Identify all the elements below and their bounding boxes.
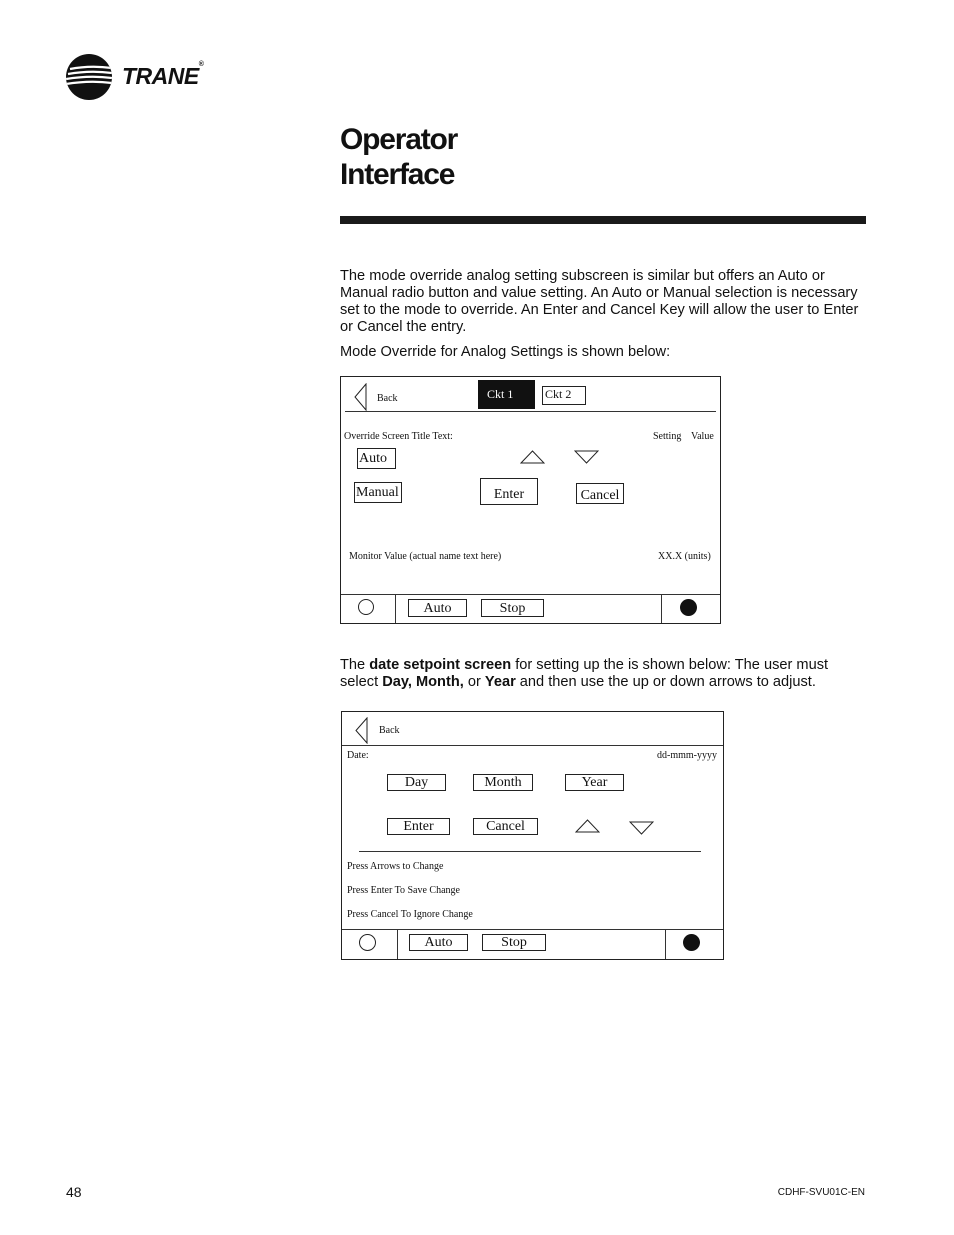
back-arrow-icon[interactable] [355,717,369,744]
year-button[interactable]: Year [565,774,624,791]
footer-stop-button[interactable]: Stop [481,599,544,617]
footer-separator-left [397,929,398,959]
mode-override-screen [340,376,721,624]
page-title-line2: Interface [340,158,455,191]
override-title-label: Override Screen Title Text: [344,431,453,442]
cancel-button[interactable]: Cancel [576,483,624,504]
up-arrow-icon[interactable] [575,819,600,833]
monitor-label: Monitor Value (actual name text here) [349,551,502,562]
auto-radio[interactable]: Auto [357,448,396,469]
page-number: 48 [66,1184,82,1200]
down-arrow-icon[interactable] [629,821,654,835]
status-circle-filled-icon [680,599,697,616]
footer-separator-right [661,594,662,623]
manual-radio[interactable]: Manual [354,482,402,503]
footer-separator-right [665,929,666,959]
setting-label: Setting [653,431,682,442]
date-label: Date: [347,750,369,761]
help-line-arrows: Press Arrows to Change [347,861,444,872]
footer-stop-button[interactable]: Stop [482,934,546,951]
tab-ckt-1[interactable]: Ckt 1 [478,380,535,409]
trane-logo-icon [66,54,112,100]
tab-ckt-2[interactable]: Ckt 2 [542,386,586,405]
header-divider [342,745,723,746]
cancel-button[interactable]: Cancel [473,818,538,835]
monitor-value: XX.X (units) [658,551,711,562]
back-label[interactable]: Back [379,725,400,736]
back-arrow-icon[interactable] [354,383,368,411]
down-arrow-icon[interactable] [574,450,599,464]
status-circle-empty-icon [358,599,374,615]
trane-wordmark: TRANE® [122,61,204,89]
status-circle-filled-icon [683,934,700,951]
footer-separator-left [395,594,396,623]
day-button[interactable]: Day [387,774,446,791]
title-rule [340,216,866,224]
enter-button[interactable]: Enter [387,818,450,835]
status-circle-empty-icon [359,934,376,951]
help-line-cancel: Press Cancel To Ignore Change [347,909,473,920]
value-label: Value [691,431,714,442]
footer-divider [341,594,720,595]
date-setpoint-screen [341,711,724,960]
up-arrow-icon[interactable] [520,450,545,464]
back-label[interactable]: Back [377,393,398,404]
enter-button[interactable]: Enter [480,478,538,505]
footer-auto-button[interactable]: Auto [408,599,467,617]
header-divider [345,411,716,412]
month-button[interactable]: Month [473,774,533,791]
document-code: CDHF-SVU01C-EN [777,1187,865,1198]
footer-auto-button[interactable]: Auto [409,934,468,951]
help-divider [359,851,701,852]
intro-paragraph: The mode override analog setting subscreen is similar but offers an Auto or Manual radio button and value setting. An Auto or Manual selection is necessary set to the mode to override. An Enter and Cancel Key will allow the user to Enter or Cancel the entry. [340,268,859,335]
date-setpoint-paragraph: The date setpoint screen for setting up the is shown below: The user must select Day, Month, or Year and then use the up or down arrows to adjust. [340,657,829,690]
date-format-label: dd-mmm-yyyy [657,750,717,761]
caption-paragraph: Mode Override for Analog Settings is shown below: [340,344,671,360]
trane-logo [66,54,216,102]
page-title-line1: Operator [340,123,458,156]
help-line-enter: Press Enter To Save Change [347,885,460,896]
page-title [340,122,457,192]
